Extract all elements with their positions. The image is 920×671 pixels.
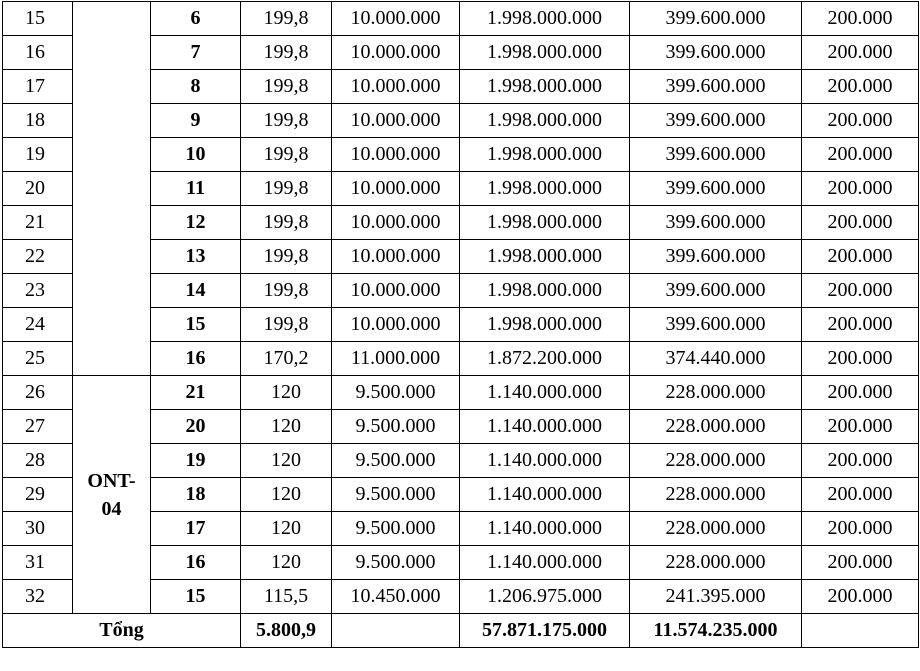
unit-price-cell: 10.000.000 [332,172,460,206]
row-number-cell: 15 [3,2,73,36]
unit-price-cell: 10.000.000 [332,36,460,70]
area-cell: 199,8 [241,274,332,308]
area-cell: 199,8 [241,240,332,274]
unit-price-cell: 10.000.000 [332,206,460,240]
deposit-cell: 228.000.000 [630,444,802,478]
row-number-cell: 20 [3,172,73,206]
lot-number-cell: 13 [151,240,241,274]
total-price-cell: 1.140.000.000 [460,512,630,546]
row-number-cell: 16 [3,36,73,70]
area-cell: 199,8 [241,36,332,70]
fee-cell: 200.000 [802,308,919,342]
lot-number-cell: 15 [151,308,241,342]
area-cell: 170,2 [241,342,332,376]
area-cell: 199,8 [241,138,332,172]
lot-number-cell: 16 [151,546,241,580]
total-price-cell: 1.998.000.000 [460,36,630,70]
lot-number-cell: 21 [151,376,241,410]
total-price-cell: 1.998.000.000 [460,206,630,240]
deposit-cell: 399.600.000 [630,70,802,104]
row-number-cell: 30 [3,512,73,546]
row-number-cell: 29 [3,478,73,512]
unit-price-cell: 9.500.000 [332,546,460,580]
unit-price-cell: 10.000.000 [332,240,460,274]
lot-number-cell: 8 [151,70,241,104]
row-number-cell: 19 [3,138,73,172]
deposit-cell: 399.600.000 [630,240,802,274]
row-number-cell: 17 [3,70,73,104]
area-cell: 199,8 [241,172,332,206]
row-number-cell: 28 [3,444,73,478]
fee-cell: 200.000 [802,580,919,614]
area-cell: 120 [241,512,332,546]
lot-number-cell: 19 [151,444,241,478]
area-cell: 120 [241,546,332,580]
deposit-cell: 374.440.000 [630,342,802,376]
lot-number-cell: 12 [151,206,241,240]
unit-price-cell: 10.450.000 [332,580,460,614]
lot-number-cell: 17 [151,512,241,546]
fee-cell: 200.000 [802,104,919,138]
total-price-cell: 1.140.000.000 [460,444,630,478]
area-cell: 199,8 [241,70,332,104]
land-auction-table [2,1,919,648]
lot-number-cell: 16 [151,342,241,376]
total-price-cell: 1.998.000.000 [460,308,630,342]
lot-number-cell: 14 [151,274,241,308]
deposit-cell: 399.600.000 [630,172,802,206]
deposit-cell: 399.600.000 [630,308,802,342]
row-number-cell: 31 [3,546,73,580]
fee-cell: 200.000 [802,376,919,410]
area-cell: 120 [241,410,332,444]
fee-cell: 200.000 [802,70,919,104]
summary-area-cell: 5.800,9 [241,614,332,648]
lot-number-cell: 10 [151,138,241,172]
summary-label-cell: Tổng [3,614,241,648]
total-price-cell: 1.998.000.000 [460,138,630,172]
area-cell: 120 [241,478,332,512]
deposit-cell: 228.000.000 [630,376,802,410]
row-number-cell: 22 [3,240,73,274]
fee-cell: 200.000 [802,2,919,36]
summary-fee-cell [802,614,919,648]
area-cell: 199,8 [241,206,332,240]
table-body [3,2,919,648]
deposit-cell: 399.600.000 [630,104,802,138]
unit-price-cell: 10.000.000 [332,138,460,172]
area-cell: 199,8 [241,2,332,36]
deposit-cell: 228.000.000 [630,478,802,512]
row-number-cell: 32 [3,580,73,614]
unit-price-cell: 10.000.000 [332,104,460,138]
unit-price-cell: 9.500.000 [332,444,460,478]
area-cell: 120 [241,444,332,478]
summary-deposit-cell: 11.574.235.000 [630,614,802,648]
total-price-cell: 1.998.000.000 [460,104,630,138]
total-price-cell: 1.998.000.000 [460,240,630,274]
unit-price-cell: 9.500.000 [332,512,460,546]
lot-number-cell: 15 [151,580,241,614]
fee-cell: 200.000 [802,172,919,206]
fee-cell: 200.000 [802,546,919,580]
summary-total-cell: 57.871.175.000 [460,614,630,648]
lot-number-cell: 20 [151,410,241,444]
area-cell: 199,8 [241,104,332,138]
deposit-cell: 228.000.000 [630,546,802,580]
row-number-cell: 21 [3,206,73,240]
deposit-cell: 399.600.000 [630,2,802,36]
total-price-cell: 1.206.975.000 [460,580,630,614]
fee-cell: 200.000 [802,206,919,240]
fee-cell: 200.000 [802,36,919,70]
row-number-cell: 18 [3,104,73,138]
unit-price-cell: 10.000.000 [332,2,460,36]
group-label-cell: ONT- 04 [73,376,151,614]
fee-cell: 200.000 [802,444,919,478]
total-price-cell: 1.140.000.000 [460,376,630,410]
deposit-cell: 399.600.000 [630,274,802,308]
group-label-cell [73,2,151,376]
deposit-cell: 241.395.000 [630,580,802,614]
deposit-cell: 228.000.000 [630,410,802,444]
lot-number-cell: 11 [151,172,241,206]
total-price-cell: 1.998.000.000 [460,274,630,308]
total-price-cell: 1.998.000.000 [460,172,630,206]
table-row [3,2,919,36]
unit-price-cell: 10.000.000 [332,274,460,308]
fee-cell: 200.000 [802,478,919,512]
fee-cell: 200.000 [802,410,919,444]
unit-price-cell: 9.500.000 [332,376,460,410]
total-price-cell: 1.140.000.000 [460,478,630,512]
summary-row [3,614,919,648]
total-price-cell: 1.998.000.000 [460,2,630,36]
unit-price-cell: 9.500.000 [332,410,460,444]
lot-number-cell: 9 [151,104,241,138]
deposit-cell: 228.000.000 [630,512,802,546]
fee-cell: 200.000 [802,274,919,308]
row-number-cell: 23 [3,274,73,308]
area-cell: 115,5 [241,580,332,614]
fee-cell: 200.000 [802,138,919,172]
total-price-cell: 1.140.000.000 [460,410,630,444]
area-cell: 199,8 [241,308,332,342]
summary-price-cell [332,614,460,648]
deposit-cell: 399.600.000 [630,36,802,70]
total-price-cell: 1.872.200.000 [460,342,630,376]
total-price-cell: 1.140.000.000 [460,546,630,580]
fee-cell: 200.000 [802,342,919,376]
table-row [3,376,919,410]
fee-cell: 200.000 [802,240,919,274]
lot-number-cell: 18 [151,478,241,512]
area-cell: 120 [241,376,332,410]
lot-number-cell: 6 [151,2,241,36]
deposit-cell: 399.600.000 [630,138,802,172]
row-number-cell: 27 [3,410,73,444]
row-number-cell: 25 [3,342,73,376]
deposit-cell: 399.600.000 [630,206,802,240]
unit-price-cell: 9.500.000 [332,478,460,512]
fee-cell: 200.000 [802,512,919,546]
row-number-cell: 24 [3,308,73,342]
unit-price-cell: 10.000.000 [332,308,460,342]
row-number-cell: 26 [3,376,73,410]
unit-price-cell: 11.000.000 [332,342,460,376]
total-price-cell: 1.998.000.000 [460,70,630,104]
unit-price-cell: 10.000.000 [332,70,460,104]
lot-number-cell: 7 [151,36,241,70]
